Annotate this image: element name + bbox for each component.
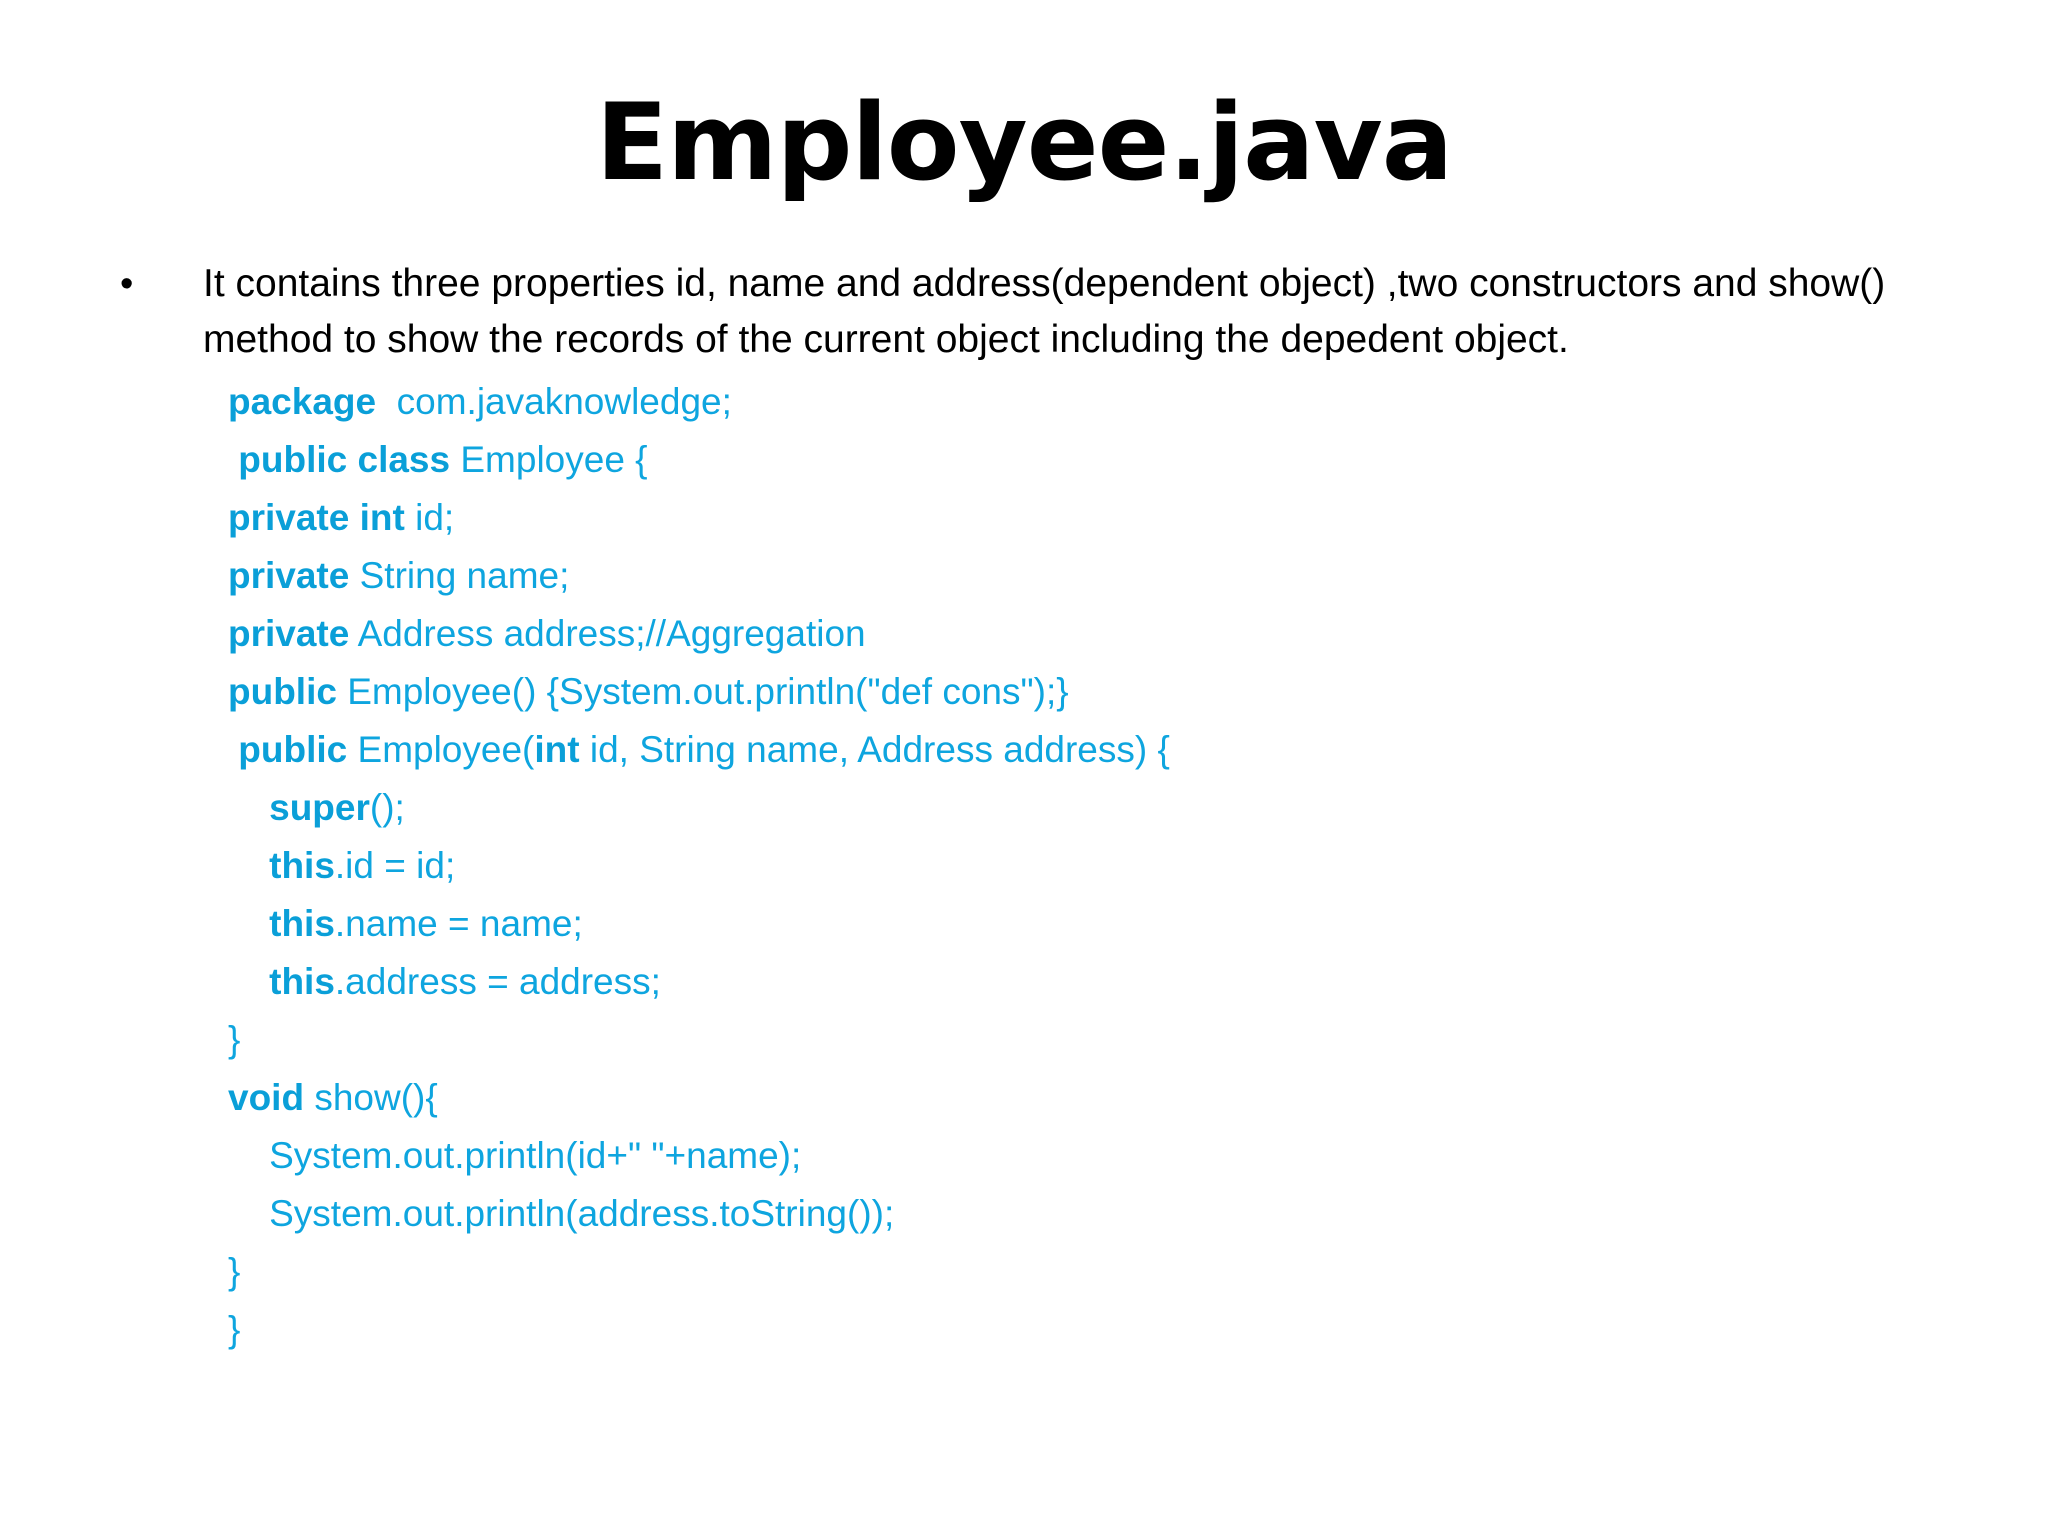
code-line xyxy=(228,489,1170,547)
code-line xyxy=(228,895,1170,953)
code-text: .address = address; xyxy=(334,961,661,1002)
code-line xyxy=(228,431,1170,489)
code-line xyxy=(228,605,1170,663)
code-text: } xyxy=(228,1251,241,1292)
code-line xyxy=(228,953,1170,1011)
code-keyword: int xyxy=(534,729,580,770)
code-line xyxy=(228,663,1170,721)
code-text: } xyxy=(228,1309,241,1350)
code-text: String name; xyxy=(349,555,570,596)
code-keyword: public class xyxy=(238,439,451,480)
code-keyword: this xyxy=(269,961,335,1002)
code-keyword: private xyxy=(228,555,350,596)
code-text xyxy=(228,729,238,770)
code-keyword: private xyxy=(228,613,350,654)
code-keyword: package xyxy=(228,381,377,422)
bullet-icon: • xyxy=(120,263,134,305)
code-text: System.out.println(id+" "+name); xyxy=(228,1135,802,1176)
code-line xyxy=(228,1127,1170,1185)
code-text xyxy=(228,961,269,1002)
code-text xyxy=(228,787,269,828)
code-text: .id = id; xyxy=(334,845,456,886)
code-text: .name = name; xyxy=(334,903,583,944)
code-text: Employee() {System.out.println("def cons");} xyxy=(336,671,1069,712)
code-keyword: void xyxy=(228,1077,305,1118)
code-keyword: public xyxy=(238,729,348,770)
code-line xyxy=(228,373,1170,431)
code-line xyxy=(228,1243,1170,1301)
code-keyword: super xyxy=(269,787,370,828)
code-line xyxy=(228,779,1170,837)
bullet-text: It contains three properties id, name and address(dependent object) ,two constructors and show() method to show the records of the current object including the depedent object. xyxy=(203,262,1886,361)
code-text: } xyxy=(228,1019,241,1060)
code-line xyxy=(228,837,1170,895)
code-text: (); xyxy=(369,787,405,828)
slide-title: Employee.java xyxy=(595,81,1453,204)
code-line xyxy=(228,547,1170,605)
code-keyword: public xyxy=(228,671,337,712)
code-keyword: this xyxy=(269,903,335,944)
code-text: Address address;//Aggregation xyxy=(349,613,866,654)
code-line xyxy=(228,1185,1170,1243)
code-text xyxy=(228,903,269,944)
code-block xyxy=(228,373,1170,1359)
code-text: show(){ xyxy=(304,1077,438,1118)
code-text: Employee { xyxy=(450,439,648,480)
code-line xyxy=(228,721,1170,779)
code-text: com.javaknowledge; xyxy=(376,381,732,422)
code-keyword: this xyxy=(269,845,335,886)
code-text: id, String name, Address address) { xyxy=(579,729,1170,770)
code-text: System.out.println(address.toString()); xyxy=(228,1193,895,1234)
code-text xyxy=(228,439,238,480)
code-text xyxy=(228,845,269,886)
code-line xyxy=(228,1069,1170,1127)
code-line xyxy=(228,1011,1170,1069)
code-text: id; xyxy=(404,497,455,538)
code-keyword: private int xyxy=(228,497,405,538)
code-line xyxy=(228,1301,1170,1359)
code-text: Employee( xyxy=(347,729,535,770)
